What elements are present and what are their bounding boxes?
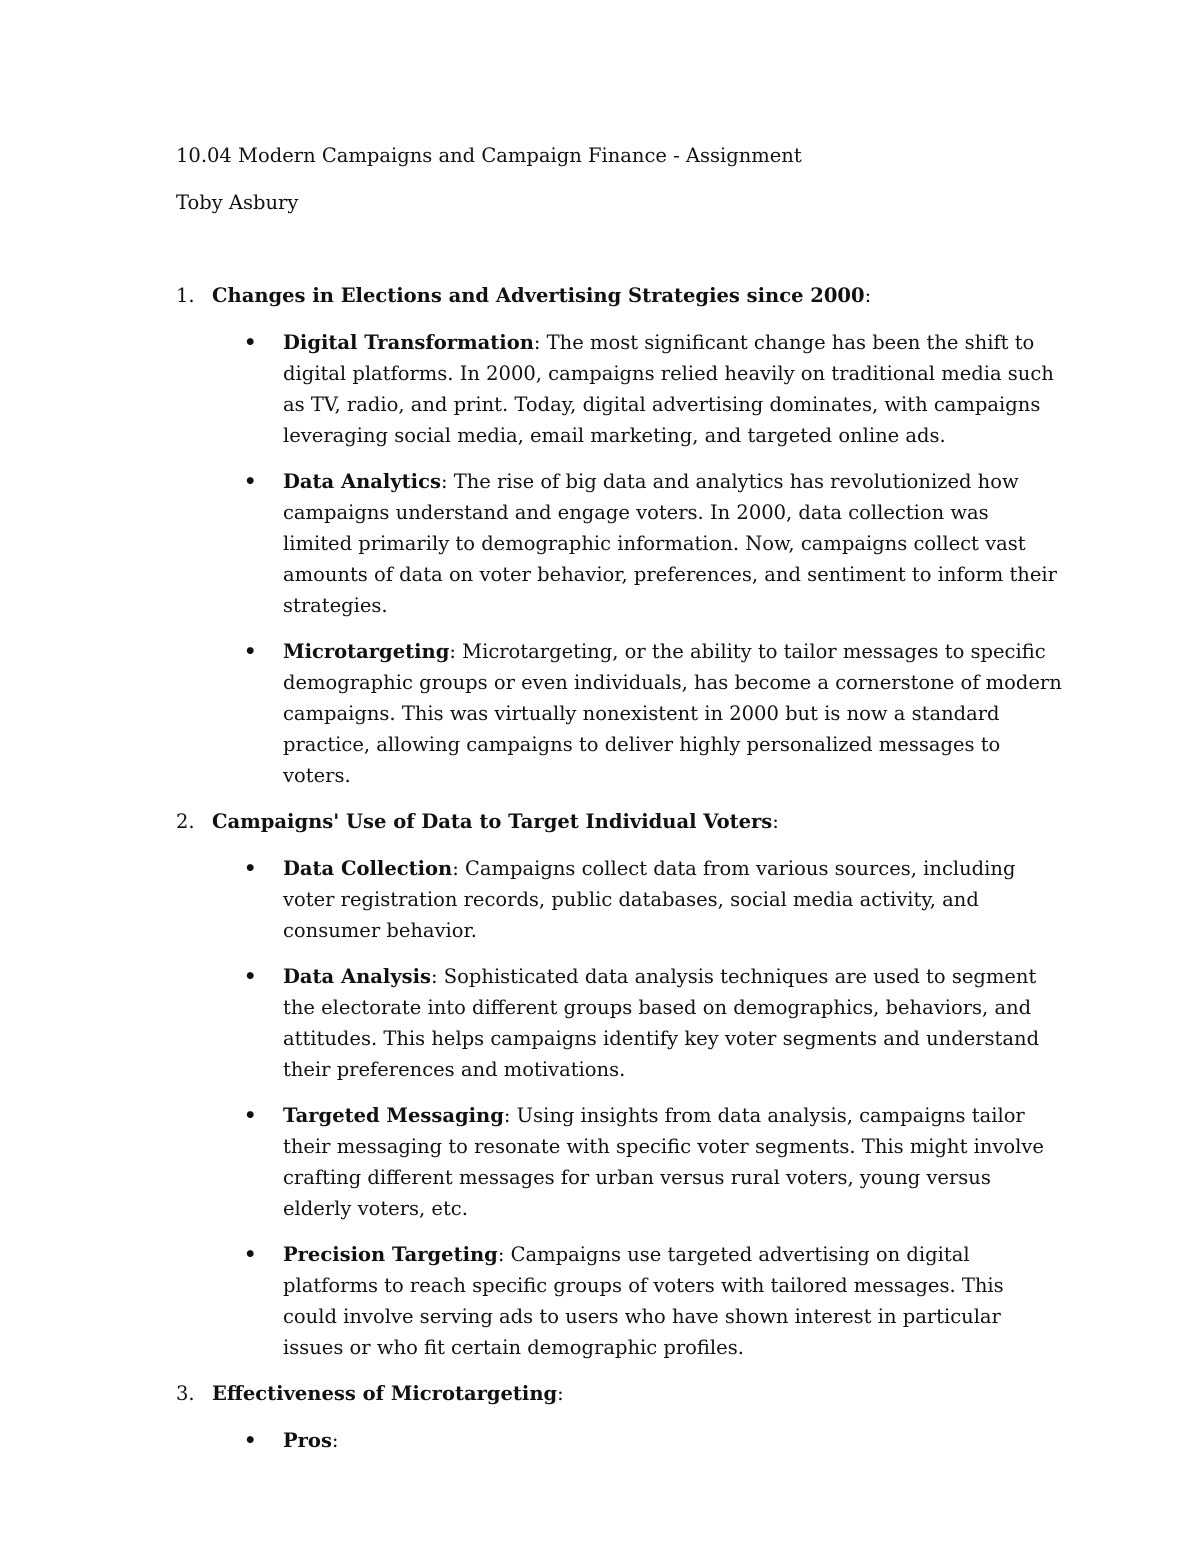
bullet-term: Data Analysis (283, 965, 432, 988)
bullet-item (212, 961, 1063, 1085)
section-heading (212, 280, 1076, 311)
bullet-term: Data Collection (283, 857, 453, 880)
section-list (176, 280, 1076, 1456)
section-2 (176, 806, 1076, 1363)
bullet-list (212, 1425, 1076, 1456)
bullet-term: Data Analytics (283, 470, 441, 493)
bullet-icon: • (244, 470, 257, 493)
bullet-icon: • (244, 331, 257, 354)
bullet-text: : The most significant change has been the shift to digital platforms. In 2000, campaigns relied heavily on traditional media such as TV, radio, and print. Today, digital advertising dominates, with campaigns leveraging social media, email marketing, and targeted online ads. (283, 331, 1054, 447)
section-heading-suffix: : (864, 284, 872, 307)
bullet-icon: • (244, 965, 257, 988)
bullet-item (212, 853, 1063, 946)
section-heading (212, 1378, 1076, 1409)
section-3 (176, 1378, 1076, 1456)
document-body (176, 140, 1076, 1471)
bullet-text: : The rise of big data and analytics has revolutionized how campaigns understand and engage voters. In 2000, data collection was limited primarily to demographic information. Now, campaigns collect vast amounts of data on voter behavior, preferences, and sentiment to inform their strategies. (283, 470, 1057, 617)
bullet-term: Microtargeting (283, 640, 450, 663)
document-title: 10.04 Modern Campaigns and Campaign Finance - Assignment (176, 144, 802, 167)
bullet-term: Digital Transformation (283, 331, 534, 354)
bullet-icon: • (244, 1429, 257, 1452)
bullet-text: : Campaigns use targeted advertising on digital platforms to reach specific groups of voters with tailored messages. This could involve serving ads to users who have shown interest in particular issues or who fit certain demographic profiles. (283, 1243, 1004, 1359)
bullet-text: : Microtargeting, or the ability to tailor messages to specific demographic groups or even individuals, has become a cornerstone of modern campaigns. This was virtually nonexistent in 2000 but is now a standard practice, allowing campaigns to deliver highly personalized messages to voters. (283, 640, 1062, 787)
bullet-list (212, 327, 1076, 791)
bullet-item (212, 1425, 1063, 1456)
bullet-item (212, 327, 1063, 451)
bullet-item (212, 1239, 1063, 1363)
bullet-term: Targeted Messaging (283, 1104, 504, 1127)
bullet-term: Pros (283, 1429, 332, 1452)
section-number: 2. (176, 810, 195, 833)
bullet-list (212, 853, 1076, 1363)
bullet-item (212, 636, 1063, 791)
section-heading-suffix: : (557, 1382, 564, 1405)
section-heading (212, 806, 1076, 837)
bullet-text: : Sophisticated data analysis techniques are used to segment the electorate into different groups based on demographics, behaviors, and attitudes. This helps campaigns identify key voter segments and understand their preferences and motivations. (283, 965, 1040, 1081)
bullet-icon: • (244, 1104, 257, 1127)
section-number: 1. (176, 284, 195, 307)
bullet-text: : Campaigns collect data from various sources, including voter registration records, public databases, social media activity, and consumer behavior. (283, 857, 1016, 942)
bullet-text: : (331, 1429, 339, 1452)
bullet-item (212, 1100, 1063, 1224)
bullet-icon: • (244, 640, 257, 663)
section-heading-suffix: : (772, 810, 779, 833)
section-heading-text: Campaigns' Use of Data to Target Individual Voters (212, 810, 773, 833)
section-1 (176, 280, 1076, 791)
bullet-item (212, 466, 1063, 621)
section-number: 3. (176, 1382, 195, 1405)
bullet-term: Precision Targeting (283, 1243, 498, 1266)
section-heading-text: Changes in Elections and Advertising Strategies since 2000 (212, 284, 865, 307)
section-heading-text: Effectiveness of Microtargeting (212, 1382, 558, 1405)
bullet-icon: • (244, 1243, 257, 1266)
bullet-icon: • (244, 857, 257, 880)
author-name: Toby Asbury (176, 191, 299, 214)
bullet-text: : Using insights from data analysis, campaigns tailor their messaging to resonate with specific voter segments. This might involve crafting different messages for urban versus rural voters, young versus elderly voters, etc. (283, 1104, 1044, 1220)
